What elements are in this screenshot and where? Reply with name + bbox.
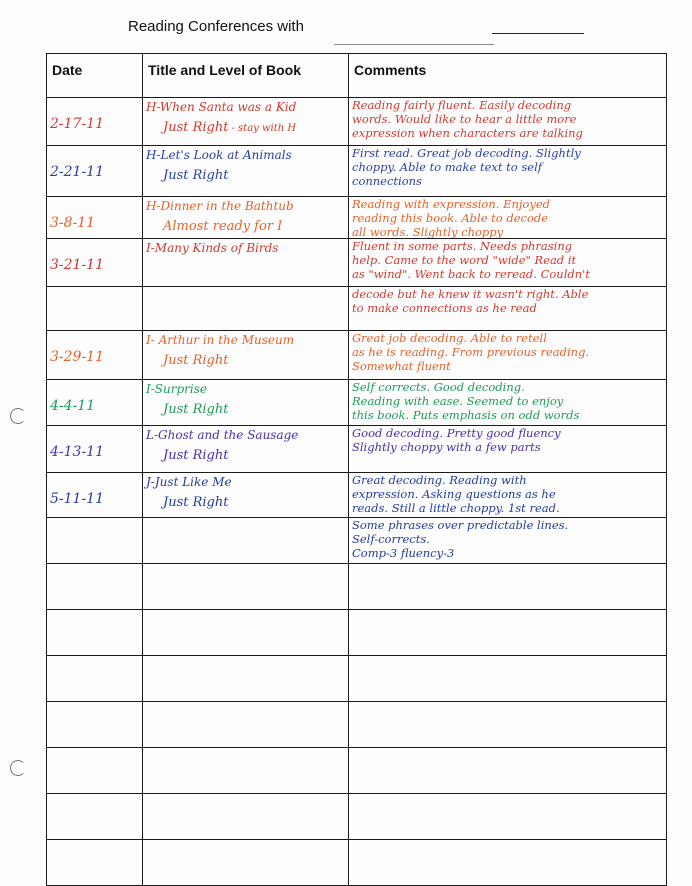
comment-line: Self corrects. Good decoding.: [352, 380, 525, 395]
conference-date: 5-11-11: [50, 491, 104, 508]
book-level: [143, 489, 348, 510]
comment-line: words. Would like to hear a little more: [352, 111, 577, 126]
date-cell: [47, 840, 143, 886]
conference-date: 4-4-11: [50, 398, 96, 415]
table-row: [47, 239, 667, 287]
table-row: [47, 197, 667, 239]
comment-line: Self-corrects.: [352, 532, 430, 547]
book-title: I-Many Kinds of Birds: [146, 241, 279, 256]
book-cell: [143, 473, 349, 518]
book-cell: [143, 287, 349, 331]
book-cell: [143, 197, 349, 239]
column-header-comments: Comments: [349, 54, 667, 98]
date-cell: [47, 146, 143, 197]
level-text: Just Right: [163, 120, 229, 135]
book-level: [143, 162, 348, 183]
book-cell: [143, 331, 349, 380]
level-text: Just Right: [163, 402, 229, 418]
comments-cell: [349, 426, 667, 473]
book-title: I- Arthur in the Museum: [146, 333, 295, 348]
table-row: [47, 564, 667, 610]
book-title: H-When Santa was a Kid: [146, 100, 297, 114]
comment-line: as he is reading. From previous reading.: [352, 345, 590, 360]
conference-date: 2-17-11: [50, 116, 104, 132]
book-cell: [143, 146, 349, 197]
column-header-title: Title and Level of Book: [143, 54, 349, 98]
name-underline: [334, 44, 494, 45]
comment-line: help. Came to the word "wide" Read it: [352, 253, 577, 268]
comment-line: expression when characters are talking: [352, 125, 583, 140]
date-cell: [47, 702, 143, 748]
comment-line: this book. Puts emphasis on odd words: [352, 407, 580, 422]
book-title: I-Surprise: [146, 382, 207, 397]
conference-date: 3-21-11: [50, 257, 104, 274]
table-row: [47, 331, 667, 380]
table-row: [47, 610, 667, 656]
level-text: Just Right: [163, 495, 229, 511]
comment-line: Reading fairly fluent. Easily decoding: [352, 98, 572, 112]
comment-line: Reading with expression. Enjoyed: [352, 197, 551, 211]
table-row: [47, 473, 667, 518]
table-row: [47, 702, 667, 748]
book-title: L-Ghost and the Sausage: [146, 428, 299, 443]
level-text: Almost ready for I: [163, 219, 283, 234]
table-row: [47, 518, 667, 564]
date-cell: [47, 98, 143, 146]
comment-line: choppy. Able to make text to self: [352, 159, 543, 174]
comments-cell: [349, 380, 667, 426]
book-title: H-Dinner in the Bathtub: [146, 199, 294, 213]
comment-line: expression. Asking questions as he: [352, 487, 556, 502]
comments-cell: [349, 610, 667, 656]
comments-cell: [349, 287, 667, 331]
comment-line: Great decoding. Reading with: [352, 473, 527, 488]
level-text: Just Right: [163, 448, 229, 464]
comment-line: First read. Great job decoding. Slightly: [352, 146, 581, 160]
comments-cell: [349, 239, 667, 287]
table-row: [47, 794, 667, 840]
book-title: J-Just Like Me: [146, 475, 232, 490]
comments-cell: [349, 702, 667, 748]
comment-line: Fluent in some parts. Needs phrasing: [352, 239, 573, 254]
table-row: [47, 287, 667, 331]
column-header-date: Date: [47, 54, 143, 98]
comment-line: Slightly choppy with a few parts: [352, 440, 541, 455]
conference-date: 3-29-11: [50, 349, 104, 366]
comments-cell: [349, 564, 667, 610]
book-level: [143, 114, 348, 135]
book-title: H-Let's Look at Animals: [146, 148, 292, 162]
date-cell: [47, 287, 143, 331]
table-row: [47, 426, 667, 473]
comment-line: Comp-3 fluency-3: [352, 545, 455, 560]
book-cell: [143, 794, 349, 840]
level-text: Just Right: [163, 168, 229, 183]
table-row: [47, 656, 667, 702]
date-cell: [47, 197, 143, 239]
book-level: [143, 396, 348, 417]
book-cell: [143, 702, 349, 748]
book-cell: [143, 98, 349, 146]
date-cell: [47, 380, 143, 426]
comment-line: reading this book. Able to decode: [352, 210, 549, 225]
comments-cell: [349, 98, 667, 146]
comment-line: Somewhat fluent: [352, 358, 451, 373]
comments-cell: [349, 840, 667, 886]
page-title: Reading Conferences with: [128, 18, 304, 35]
comment-line: Some phrases over predictable lines.: [352, 518, 569, 533]
book-cell: [143, 239, 349, 287]
table-row: [47, 840, 667, 886]
comments-cell: [349, 146, 667, 197]
conference-log-table: [46, 53, 667, 886]
date-cell: [47, 656, 143, 702]
book-cell: [143, 748, 349, 794]
comment-line: reads. Still a little choppy. 1st read.: [352, 500, 560, 515]
level-text: Just Right: [163, 353, 229, 369]
comments-cell: [349, 331, 667, 380]
conference-date: 3-8-11: [50, 215, 96, 231]
date-cell: [47, 518, 143, 564]
date-cell: [47, 239, 143, 287]
date-cell: [47, 748, 143, 794]
comment-line: connections: [352, 173, 422, 188]
date-cell: [47, 426, 143, 473]
book-cell: [143, 840, 349, 886]
comment-line: decode but he knew it wasn't right. Able: [352, 287, 589, 302]
date-cell: [47, 331, 143, 380]
book-cell: [143, 426, 349, 473]
comment-line: as "wind". Went back to reread. Couldn't: [352, 266, 590, 281]
comment-line: Good decoding. Pretty good fluency: [352, 426, 561, 441]
book-level: [143, 347, 348, 368]
table-row: [47, 380, 667, 426]
comment-line: to make connections as he read: [352, 301, 537, 316]
book-cell: [143, 656, 349, 702]
hole-punch: [10, 408, 26, 424]
level-note: - stay with H: [231, 123, 297, 134]
comments-cell: [349, 656, 667, 702]
comments-cell: [349, 473, 667, 518]
table-row: [47, 748, 667, 794]
date-cell: [47, 564, 143, 610]
hole-punch: [10, 760, 26, 776]
comments-cell: [349, 518, 667, 564]
book-cell: [143, 564, 349, 610]
name-blank-line: [492, 33, 584, 34]
book-cell: [143, 518, 349, 564]
conference-date: 2-21-11: [50, 164, 104, 180]
comment-line: all words. Slightly choppy: [352, 224, 504, 239]
conference-date: 4-13-11: [50, 444, 104, 461]
book-cell: [143, 610, 349, 656]
book-cell: [143, 380, 349, 426]
table-row: [47, 146, 667, 197]
comments-cell: [349, 197, 667, 239]
date-cell: [47, 794, 143, 840]
comment-line: Reading with ease. Seemed to enjoy: [352, 394, 564, 409]
table-row: [47, 98, 667, 146]
date-cell: [47, 610, 143, 656]
book-level: [143, 213, 348, 234]
comments-cell: [349, 748, 667, 794]
book-level: [143, 442, 348, 463]
date-cell: [47, 473, 143, 518]
comment-line: Great job decoding. Able to retell: [352, 331, 547, 346]
comments-cell: [349, 794, 667, 840]
table-header-row: [47, 54, 667, 98]
